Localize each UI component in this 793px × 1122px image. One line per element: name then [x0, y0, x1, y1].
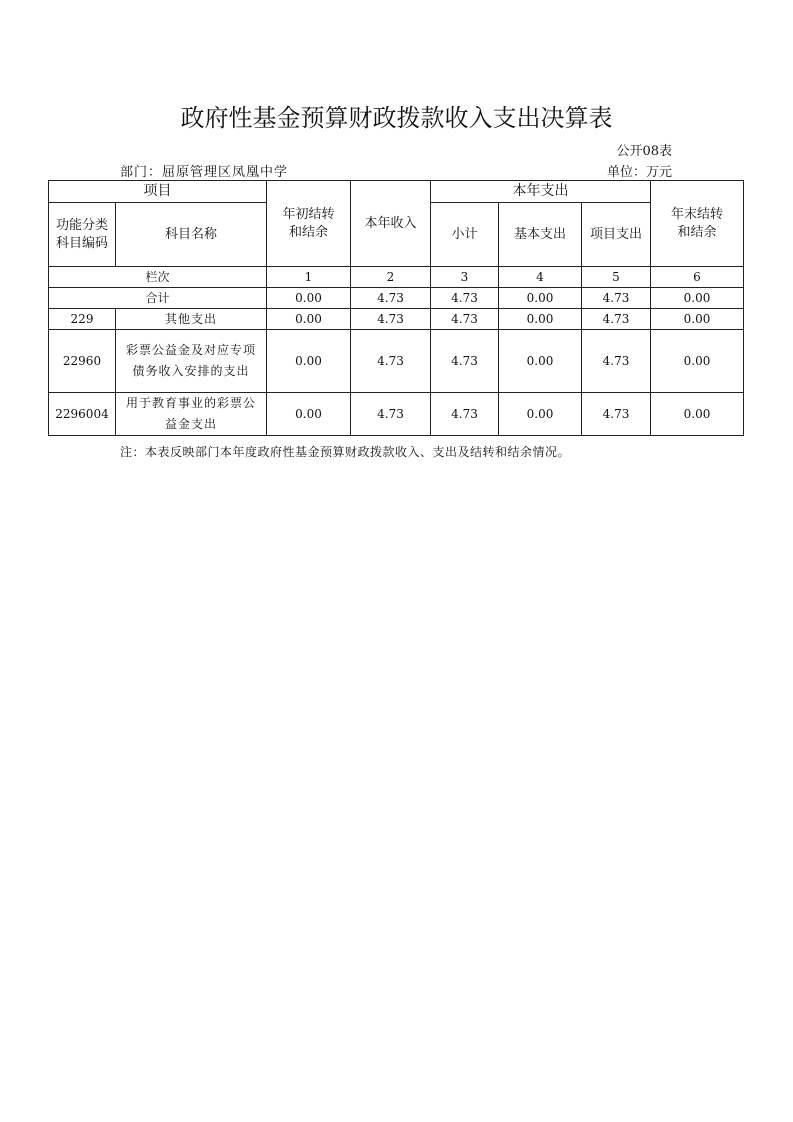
table-row	[49, 309, 744, 330]
column-index-label: 栏次	[49, 267, 267, 288]
table-cell: 0.00	[267, 330, 351, 393]
table-cell: 4.73	[582, 288, 651, 309]
header-func-code-text: 功能分类科目编码	[56, 217, 109, 251]
table-cell: 4.73	[431, 393, 499, 436]
table-cell: 4.73	[431, 330, 499, 393]
row-name: 用于教育事业的彩票公益金支出	[116, 393, 267, 436]
row-code: 229	[49, 309, 116, 330]
header-begin-balance	[267, 181, 351, 267]
table-cell: 0.00	[651, 288, 744, 309]
column-index-cell: 3	[431, 267, 499, 288]
header-expense-group: 本年支出	[431, 181, 651, 203]
table-cell: 4.73	[431, 288, 499, 309]
budget-table	[48, 180, 744, 436]
header-basic: 基本支出	[499, 203, 582, 267]
column-index-cell: 4	[499, 267, 582, 288]
table-row	[49, 330, 744, 393]
header-end-balance	[651, 181, 744, 267]
footnote: 注：本表反映部门本年度政府性基金预算财政拨款收入、支出及结转和结余情况。	[120, 445, 571, 459]
row-code: 2296004	[49, 393, 116, 436]
table-cell: 0.00	[499, 288, 582, 309]
table-cell: 4.73	[582, 393, 651, 436]
table-cell: 0.00	[651, 309, 744, 330]
unit-label: 单位：万元	[606, 165, 672, 180]
table-cell: 0.00	[267, 309, 351, 330]
header-subtotal: 小计	[431, 203, 499, 267]
table-cell: 0.00	[267, 288, 351, 309]
table-cell: 4.73	[582, 330, 651, 393]
table-cell: 4.73	[431, 309, 499, 330]
header-begin-balance-text: 年初结转和结余	[282, 206, 335, 240]
column-index-cell: 6	[651, 267, 744, 288]
row-name: 彩票公益金及对应专项债务收入安排的支出	[116, 330, 267, 393]
table-cell: 0.00	[499, 393, 582, 436]
table-cell: 4.73	[351, 393, 431, 436]
table-cell: 0.00	[499, 309, 582, 330]
department-label: 部门：屈原管理区凤凰中学	[120, 165, 289, 180]
header-end-balance-text: 年末结转和结余	[670, 206, 723, 240]
page-title: 政府性基金预算财政拨款收入支出决算表	[180, 104, 613, 132]
table-row	[49, 393, 744, 436]
form-number: 公开08表	[616, 144, 672, 159]
column-index-cell: 1	[267, 267, 351, 288]
header-project	[582, 203, 651, 267]
header-func-code	[49, 203, 116, 267]
header-subject-name: 科目名称	[116, 203, 267, 267]
table-cell: 4.73	[351, 309, 431, 330]
table-cell: 4.73	[582, 309, 651, 330]
table-cell: 0.00	[651, 393, 744, 436]
total-label: 合计	[49, 288, 267, 309]
table-cell: 0.00	[651, 330, 744, 393]
table-cell: 0.00	[267, 393, 351, 436]
table-cell: 4.73	[351, 330, 431, 393]
table-cell: 0.00	[499, 330, 582, 393]
header-income: 本年收入	[351, 181, 431, 267]
table-cell: 4.73	[351, 288, 431, 309]
row-code: 22960	[49, 330, 116, 393]
column-index-row	[49, 267, 744, 288]
row-name: 其他支出	[116, 309, 267, 330]
header-item: 项目	[49, 181, 267, 203]
total-row	[49, 288, 744, 309]
column-index-cell: 5	[582, 267, 651, 288]
header-project-text: 项目支出	[590, 226, 643, 242]
column-index-cell: 2	[351, 267, 431, 288]
